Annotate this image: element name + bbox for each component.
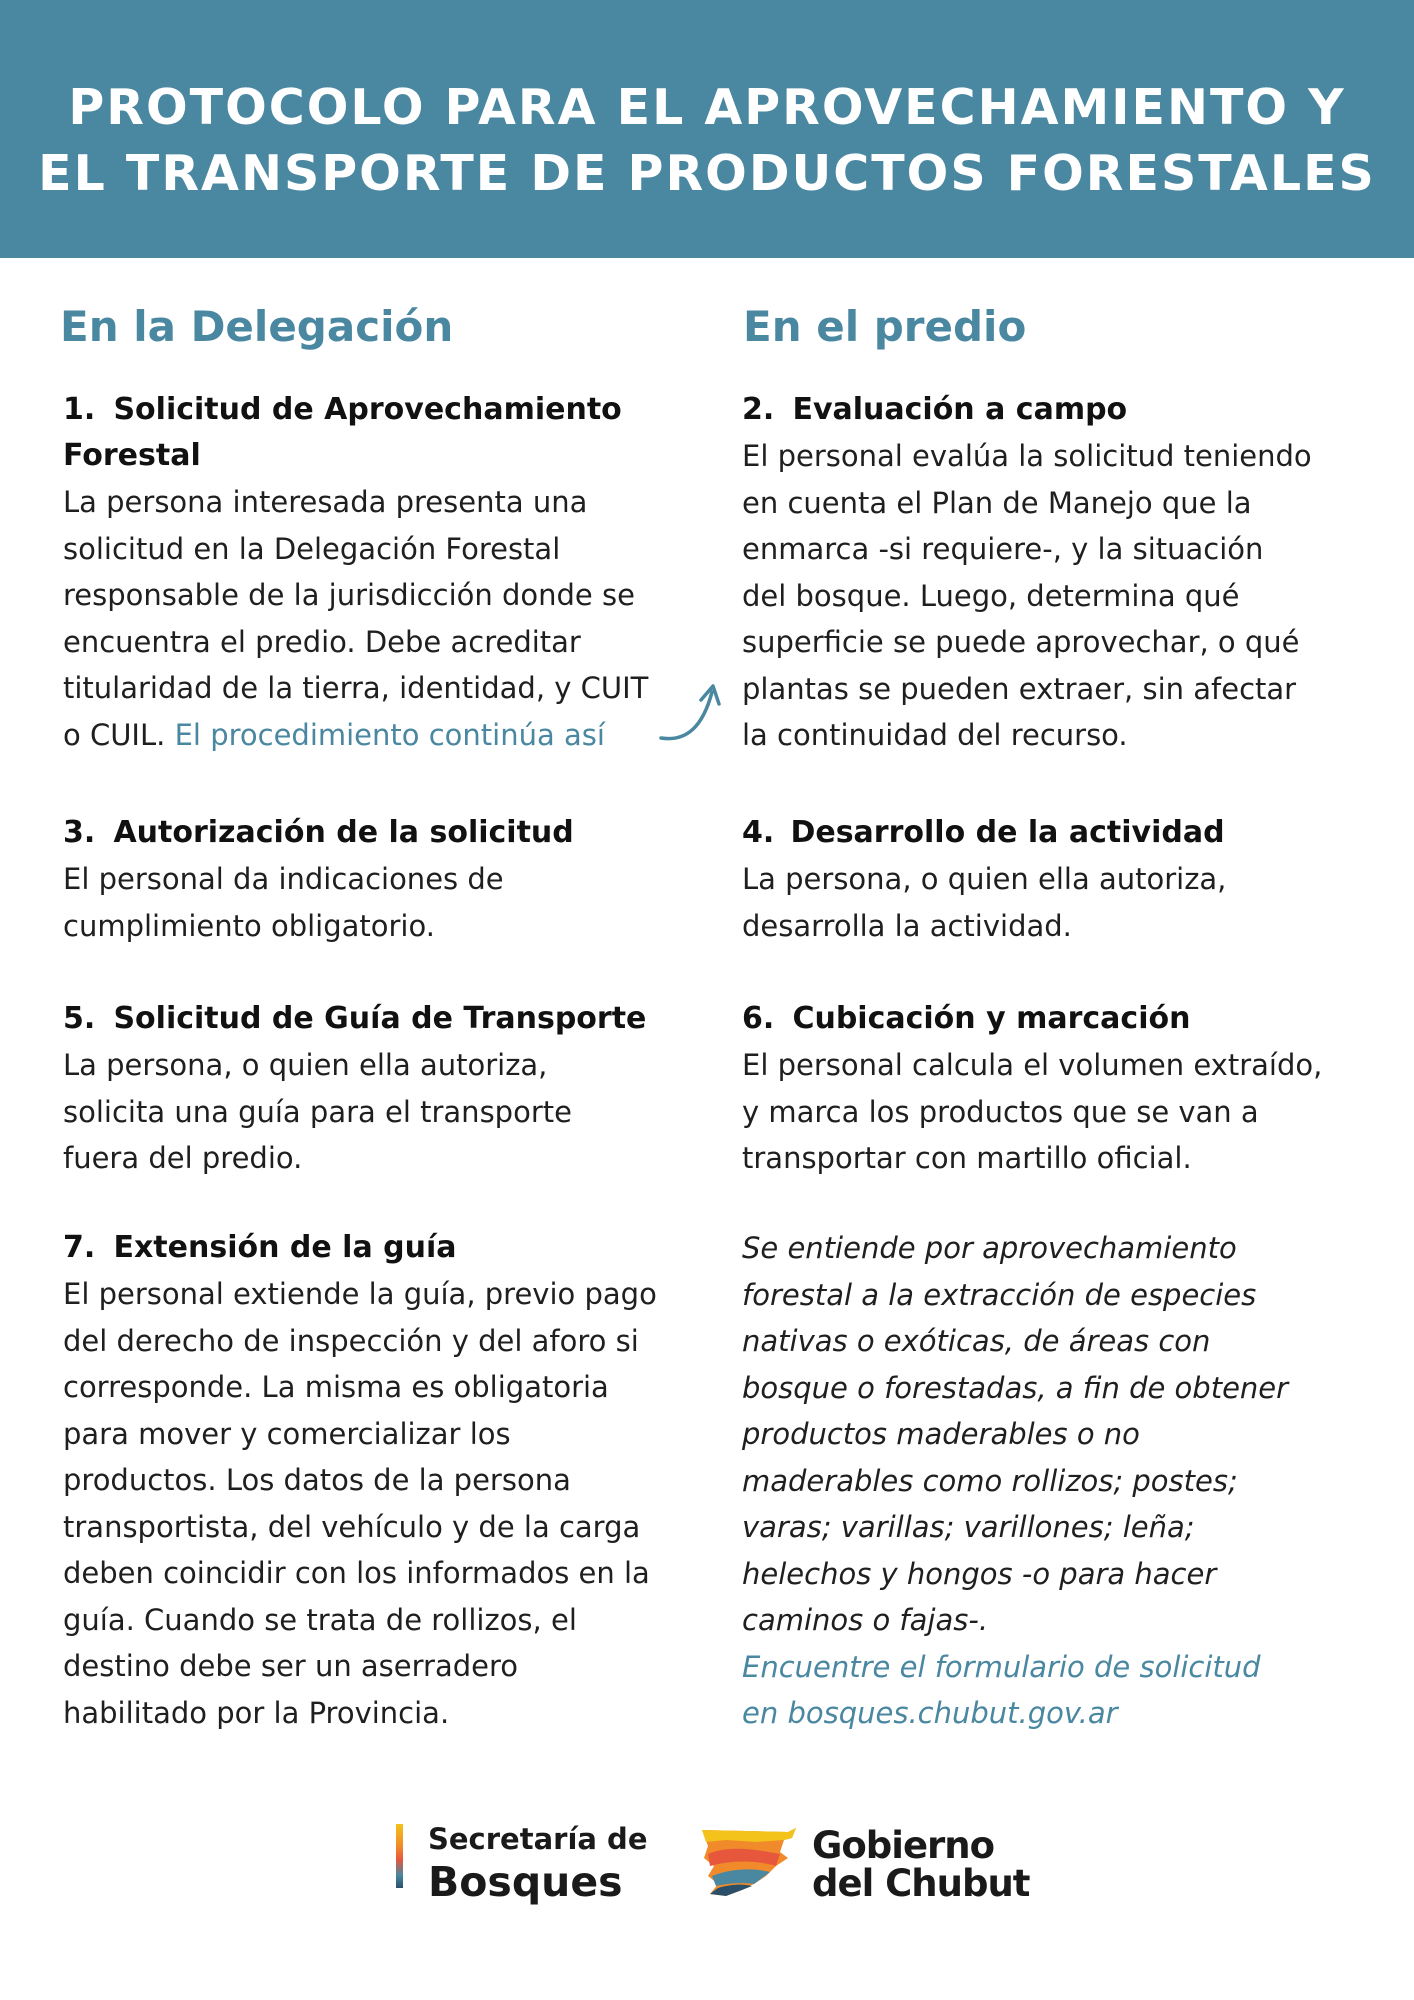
page-title-line2: EL TRANSPORTE DE PRODUCTOS FORESTALES bbox=[38, 145, 1376, 202]
step-5-title bbox=[63, 996, 713, 1042]
chubut-province-logo-icon bbox=[696, 1824, 800, 1900]
body-line: responsable de la jurisdicción donde se bbox=[63, 578, 635, 612]
body-line: desarrolla la actividad. bbox=[742, 908, 1072, 943]
definition-line: helechos y hongos -o para hacer bbox=[742, 1556, 1217, 1591]
definition-text bbox=[742, 1225, 1362, 1644]
step-7-title-text: Extensión de la guía bbox=[113, 1230, 457, 1265]
step-4-number: 4. bbox=[742, 815, 775, 850]
definition-line: forestal a la extracción de especies bbox=[742, 1277, 1257, 1312]
definition-line: bosque o forestadas, a fin de obtener bbox=[742, 1370, 1289, 1405]
body-line: o CUIL. bbox=[63, 717, 166, 752]
body-line: El personal evalúa la solicitud teniendo bbox=[742, 439, 1312, 473]
step-4-title-text: Desarrollo de la actividad bbox=[790, 815, 1225, 850]
body-line: del bosque. Luego, determina qué bbox=[742, 578, 1240, 613]
body-line: guía. Cuando se trata de rollizos, el bbox=[63, 1602, 577, 1637]
form-link-line[interactable]: en bosques.chubut.gov.ar bbox=[742, 1696, 1118, 1730]
secretaria-logo-line2: Bosques bbox=[428, 1858, 623, 1906]
step-6-number: 6. bbox=[742, 1001, 775, 1036]
gobierno-logo-line1: Gobierno bbox=[812, 1824, 995, 1867]
form-link[interactable] bbox=[742, 1644, 1362, 1737]
body-line: deben coincidir con los informados en la bbox=[63, 1556, 650, 1590]
body-line: La persona, o quien ella autoriza, bbox=[63, 1048, 548, 1082]
body-line: corresponde. La misma es obligatoria bbox=[63, 1370, 609, 1404]
step-1-body bbox=[63, 479, 713, 758]
step-2-body bbox=[742, 433, 1362, 759]
step-1-title-line1: Solicitud de Aprovechamiento bbox=[113, 392, 622, 427]
body-line: del derecho de inspección y del aforo si bbox=[63, 1323, 639, 1358]
continue-link[interactable]: El procedimiento continúa así bbox=[174, 717, 605, 752]
step-7 bbox=[63, 1225, 713, 1736]
step-3-body bbox=[63, 856, 713, 949]
secretaria-logo-line1: Secretaría de bbox=[428, 1822, 648, 1856]
body-line: en cuenta el Plan de Manejo que la bbox=[742, 485, 1252, 520]
step-5-body bbox=[63, 1042, 713, 1182]
definition-block bbox=[742, 1225, 1362, 1737]
body-line: productos. Los datos de la persona bbox=[63, 1463, 571, 1497]
body-line: El personal da indicaciones de bbox=[63, 862, 504, 896]
gobierno-logo-line2: del Chubut bbox=[812, 1862, 1030, 1905]
step-2-title-text: Evaluación a campo bbox=[792, 392, 1128, 427]
step-3-title bbox=[63, 810, 713, 856]
left-column-heading: En la Delegación bbox=[60, 302, 454, 351]
definition-line: caminos o fajas-. bbox=[742, 1603, 989, 1637]
body-line: solicita una guía para el transporte bbox=[63, 1094, 572, 1129]
step-7-number: 7. bbox=[63, 1230, 96, 1265]
step-6-title-text: Cubicación y marcación bbox=[792, 1001, 1191, 1036]
step-6 bbox=[742, 996, 1362, 1182]
body-line: fuera del predio. bbox=[63, 1141, 303, 1175]
body-line-with-link bbox=[63, 712, 713, 759]
definition-line: maderables como rollizos; postes; bbox=[742, 1463, 1238, 1498]
body-line: titularidad de la tierra, identidad, y CUIT bbox=[63, 671, 649, 705]
body-line: enmarca -si requiere-, y la situación bbox=[742, 532, 1264, 566]
page-title-line1: PROTOCOLO PARA EL APROVECHAMIENTO Y bbox=[68, 79, 1346, 136]
step-4 bbox=[742, 810, 1362, 949]
secretaria-logo-bar bbox=[396, 1824, 403, 1888]
step-7-title bbox=[63, 1225, 713, 1271]
body-line: transportista, del vehículo y de la carga bbox=[63, 1509, 641, 1544]
step-5-title-text: Solicitud de Guía de Transporte bbox=[113, 1001, 647, 1036]
definition-line: productos maderables o no bbox=[742, 1417, 1140, 1451]
step-2 bbox=[742, 387, 1362, 759]
body-line: destino debe ser un aserradero bbox=[63, 1649, 519, 1683]
body-line: habilitado por la Provincia. bbox=[63, 1695, 450, 1730]
step-6-title bbox=[742, 996, 1362, 1042]
header-banner bbox=[0, 0, 1414, 258]
step-1 bbox=[63, 387, 713, 758]
step-6-body bbox=[742, 1042, 1362, 1182]
body-line: transportar con martillo oficial. bbox=[742, 1141, 1192, 1175]
footer-logos bbox=[0, 1810, 1414, 1930]
definition-line: varas; varillas; varillones; leña; bbox=[742, 1510, 1195, 1544]
body-line: para mover y comercializar los bbox=[63, 1416, 511, 1451]
body-line: La persona, o quien ella autoriza, bbox=[742, 862, 1227, 896]
step-3-title-text: Autorización de la solicitud bbox=[113, 815, 574, 850]
body-line: cumplimiento obligatorio. bbox=[63, 908, 435, 943]
step-1-title-line2: Forestal bbox=[63, 438, 201, 473]
body-line: y marca los productos que se van a bbox=[742, 1094, 1259, 1129]
step-3 bbox=[63, 810, 713, 949]
body-line: El personal calcula el volumen extraído, bbox=[742, 1048, 1323, 1082]
form-link-line[interactable]: Encuentre el formulario de solicitud bbox=[742, 1649, 1261, 1684]
definition-line: nativas o exóticas, de áreas con bbox=[742, 1324, 1211, 1358]
body-line: la continuidad del recurso. bbox=[742, 718, 1128, 752]
body-line: El personal extiende la guía, previo pago bbox=[63, 1277, 657, 1311]
definition-line: Se entiende por aprovechamiento bbox=[742, 1231, 1237, 1265]
body-line: solicitud en la Delegación Forestal bbox=[63, 531, 561, 566]
body-line: superficie se puede aprovechar, o qué bbox=[742, 625, 1300, 659]
step-5 bbox=[63, 996, 713, 1182]
curved-arrow-icon bbox=[657, 680, 727, 744]
step-4-body bbox=[742, 856, 1362, 949]
step-5-number: 5. bbox=[63, 1001, 96, 1036]
step-2-number: 2. bbox=[742, 392, 775, 427]
right-column-heading: En el predio bbox=[743, 302, 1027, 351]
step-2-title bbox=[742, 387, 1362, 433]
step-1-number: 1. bbox=[63, 392, 96, 427]
step-4-title bbox=[742, 810, 1362, 856]
step-1-title bbox=[63, 387, 713, 433]
step-7-body bbox=[63, 1271, 713, 1736]
body-line: plantas se pueden extraer, sin afectar bbox=[742, 671, 1297, 706]
step-3-number: 3. bbox=[63, 815, 96, 850]
body-line: La persona interesada presenta una bbox=[63, 485, 588, 519]
body-line: encuentra el predio. Debe acreditar bbox=[63, 624, 581, 659]
